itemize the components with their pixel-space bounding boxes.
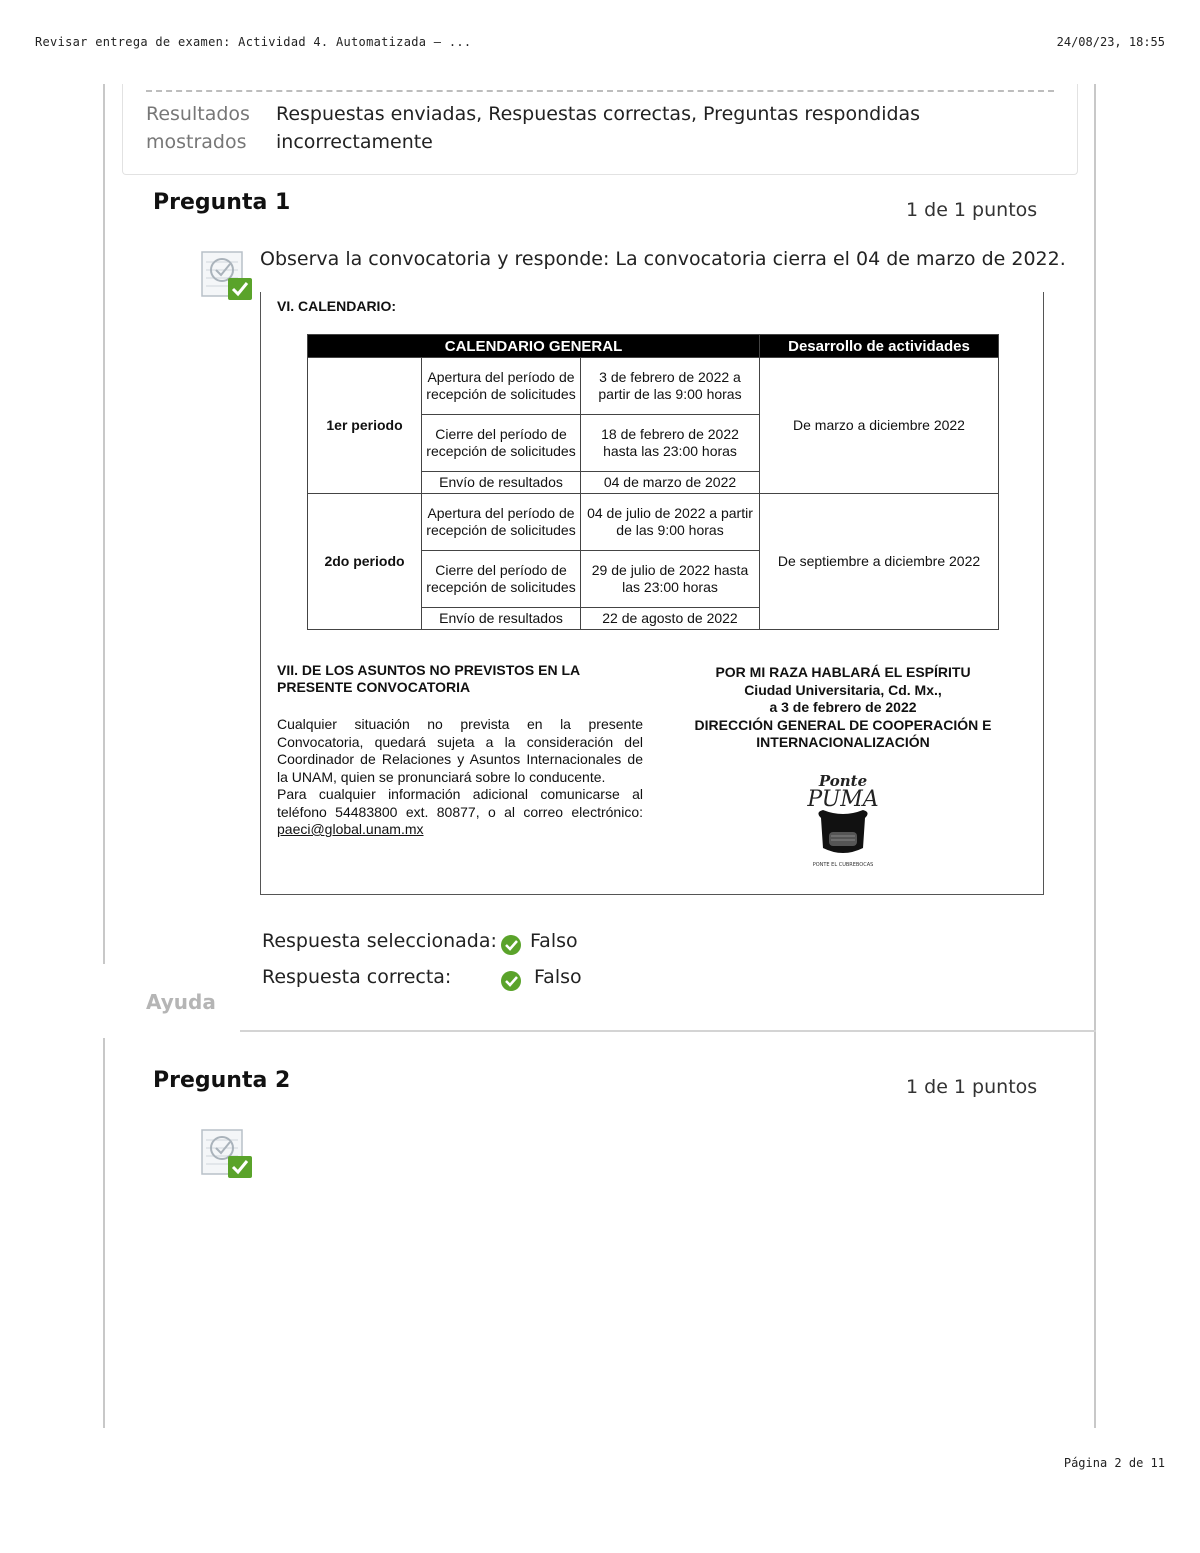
question-1-title: Pregunta 1 xyxy=(153,190,291,215)
table-row xyxy=(308,358,999,415)
print-header-title: Revisar entrega de examen: Actividad 4. Automatizada – ... xyxy=(35,35,472,49)
question-1-points: 1 de 1 puntos xyxy=(906,199,1038,221)
page-number: Página 2 de 11 xyxy=(1063,1456,1165,1470)
period-1-results-label: Envío de resultados xyxy=(422,472,581,494)
activities-header: Desarrollo de actividades xyxy=(760,335,999,358)
period-1-results-date: 04 de marzo de 2022 xyxy=(581,472,760,494)
ponte-puma-logo-icon xyxy=(801,770,885,870)
period-1-closing-date: 18 de febrero de 2022 hasta las 23:00 horas xyxy=(581,415,760,472)
help-link[interactable]: Ayuda xyxy=(146,990,216,1014)
period-1-closing-label: Cierre del período de recepción de solicitudes xyxy=(422,415,581,472)
period-2-results-date: 22 de agosto de 2022 xyxy=(581,608,760,630)
correct-answer-icon xyxy=(200,248,254,302)
table-row xyxy=(308,494,999,551)
period-1-label: 1er periodo xyxy=(308,358,422,494)
question-2-points: 1 de 1 puntos xyxy=(906,1076,1038,1098)
right-border-upper xyxy=(1094,84,1096,1030)
calendar-general-header: CALENDARIO GENERAL xyxy=(308,335,760,358)
correct-answer-icon xyxy=(200,1126,254,1180)
period-2-opening-date: 04 de julio de 2022 a partir de las 9:00 horas xyxy=(581,494,760,551)
selected-answer-value: Falso xyxy=(530,930,578,952)
period-2-opening-label: Apertura del período de recepción de solicitudes xyxy=(422,494,581,551)
results-shown-value: Respuestas enviadas, Respuestas correctas, Preguntas respondidas incorrectamente xyxy=(276,103,921,153)
period-2-closing-label: Cierre del período de recepción de solicitudes xyxy=(422,551,581,608)
city-line: Ciudad Universitaria, Cd. Mx., xyxy=(744,681,942,698)
correct-answer-label: Respuesta correcta: xyxy=(262,966,452,988)
svg-text:PONTE EL CUBREBOCAS: PONTE EL CUBREBOCAS xyxy=(812,862,874,868)
question-separator xyxy=(240,1030,1096,1032)
check-circle-icon xyxy=(500,934,522,956)
period-2-label: 2do periodo xyxy=(308,494,422,630)
selected-answer-label: Respuesta seleccionada: xyxy=(262,930,497,952)
question-2-title: Pregunta 2 xyxy=(153,1068,291,1093)
period-2-results-label: Envío de resultados xyxy=(422,608,581,630)
section-7-text: Cualquier situación no prevista en la presente Convocatoria, quedará sujeta a la consideración del Coordinador de Relaciones y Asuntos Internacionales de la UNAM, quien se pronunciará sobre lo conducente. xyxy=(277,716,643,785)
period-1-activities: De marzo a diciembre 2022 xyxy=(760,358,999,494)
summary-divider xyxy=(146,90,1054,92)
direction-line: DIRECCIÓN GENERAL DE COOPERACIÓN E INTERNACIONALIZACIÓN xyxy=(694,716,992,750)
convocatoria-image xyxy=(260,292,1044,895)
signature-block xyxy=(681,664,1005,752)
svg-text:PUMA: PUMA xyxy=(807,787,879,812)
period-2-activities: De septiembre a diciembre 2022 xyxy=(760,494,999,630)
calendar-heading: VI. CALENDARIO: xyxy=(277,298,396,314)
section-7-title: VII. DE LOS ASUNTOS NO PREVISTOS EN LA PRESENTE CONVOCATORIA xyxy=(277,662,580,695)
question-1-text: Observa la convocatoria y responde: La convocatoria cierra el 04 de marzo de 2022. xyxy=(260,248,1066,270)
motto-line: POR MI RAZA HABLARÁ EL ESPÍRITU xyxy=(715,664,971,680)
results-shown-label: Resultados mostrados xyxy=(146,103,250,153)
print-header-datetime: 24/08/23, 18:55 xyxy=(1056,35,1165,49)
contact-text: Para cualquier información adicional comunicarse al teléfono 54483800 ext. 80877, o al correo electrónico: xyxy=(277,786,643,820)
check-circle-icon xyxy=(500,970,522,992)
correct-answer-value: Falso xyxy=(534,966,582,988)
period-1-opening-label: Apertura del período de recepción de solicitudes xyxy=(422,358,581,415)
contact-email: paeci@global.unam.mx xyxy=(277,821,424,837)
section-7-body xyxy=(277,716,643,839)
left-border-upper xyxy=(103,84,105,964)
left-border-lower xyxy=(103,1038,105,1428)
right-border-lower xyxy=(1094,1030,1096,1428)
calendar-header-row xyxy=(308,335,999,358)
period-2-closing-date: 29 de julio de 2022 hasta las 23:00 horas xyxy=(581,551,760,608)
calendar-table xyxy=(307,334,999,630)
svg-text:Ponte: Ponte xyxy=(818,772,868,790)
period-1-opening-date: 3 de febrero de 2022 a partir de las 9:00 horas xyxy=(581,358,760,415)
date-line: a 3 de febrero de 2022 xyxy=(769,699,917,715)
